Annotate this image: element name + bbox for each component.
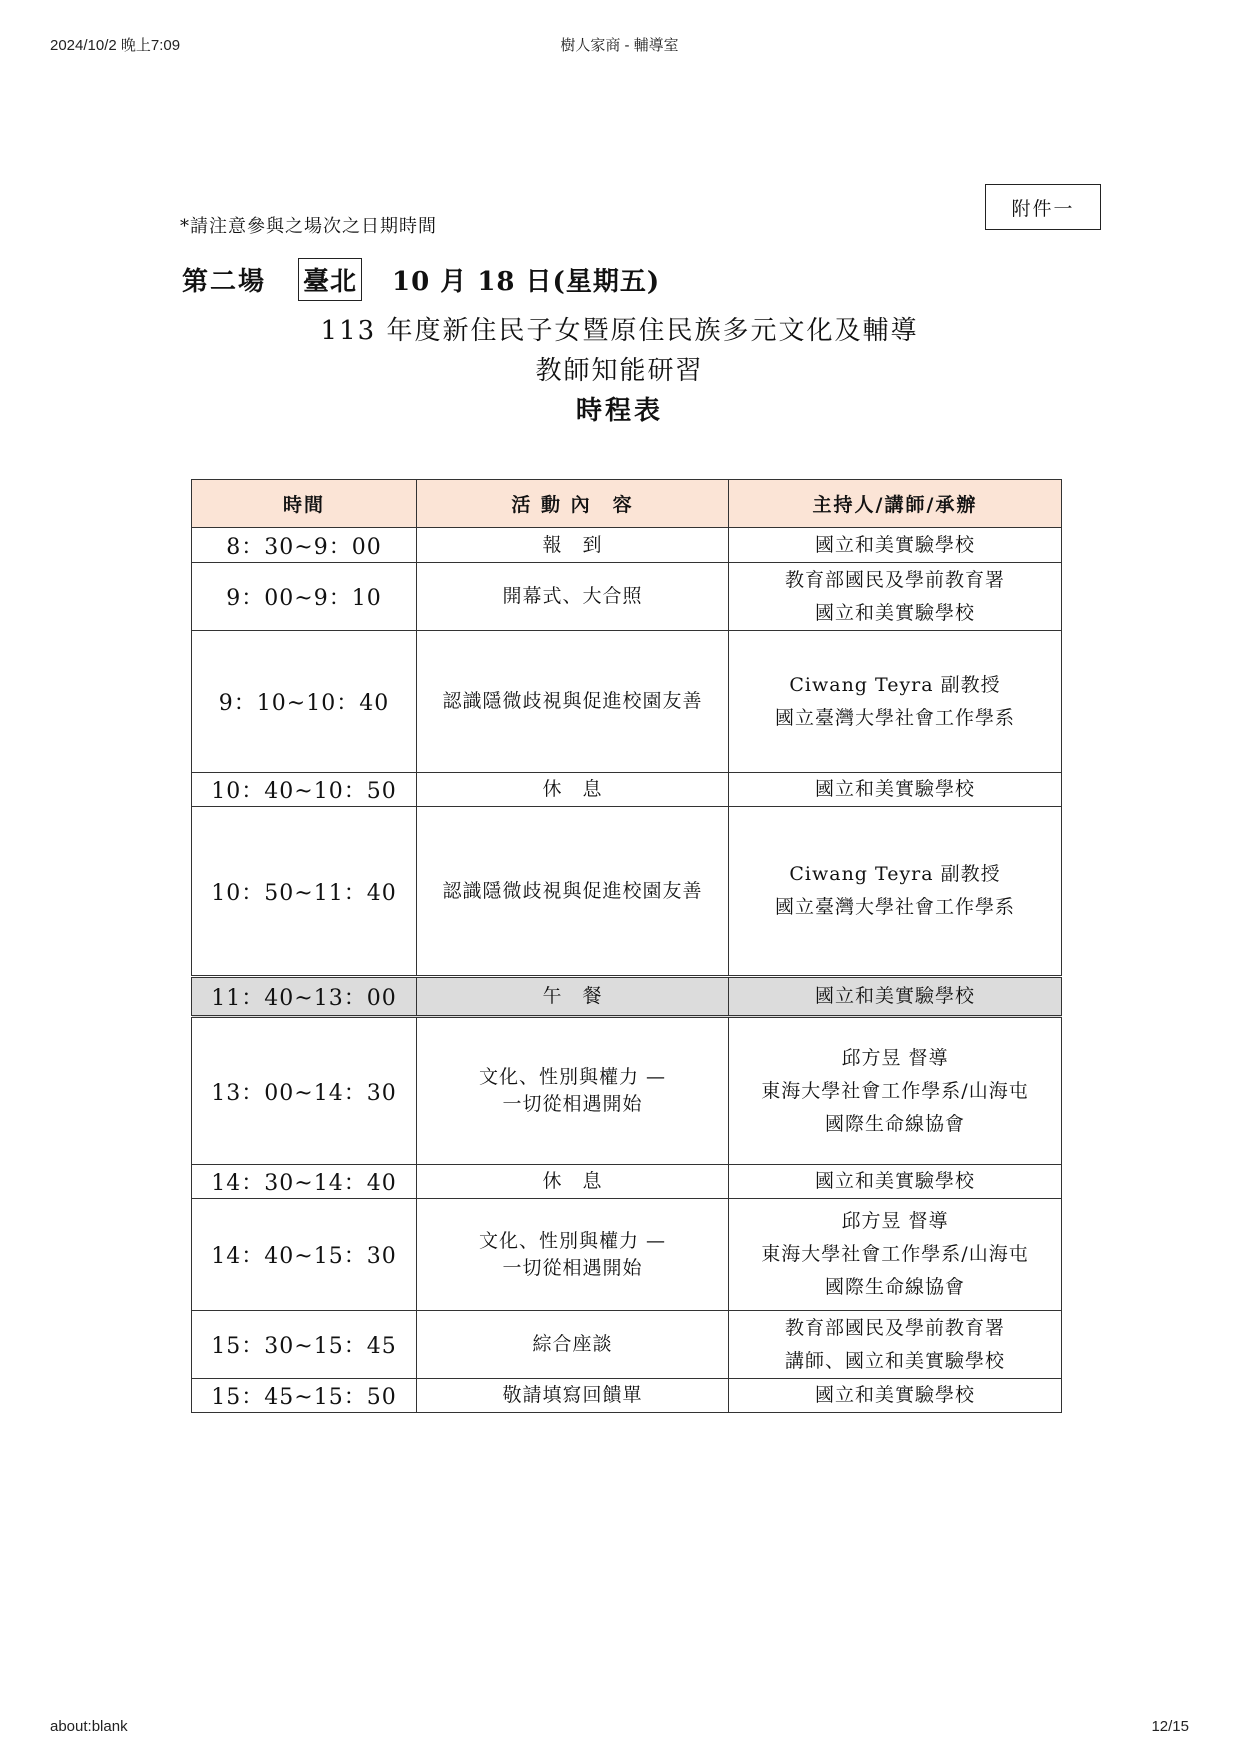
cell-time: 14：40~15：30 <box>192 1199 417 1311</box>
host-line: 邱方昱 督導 <box>841 1046 949 1069</box>
cell-time: 11：40~13：00 <box>192 977 417 1017</box>
host-line: Ciwang Teyra 副教授 <box>789 863 1001 885</box>
activity-line: 休 息 <box>542 778 603 800</box>
activity-line: 午 餐 <box>542 985 603 1007</box>
host-line: 國立臺灣大學社會工作學系 <box>774 896 1015 918</box>
cell-time: 10：40~10：50 <box>192 773 417 807</box>
activity-line: 休 息 <box>542 1170 603 1192</box>
cell-activity <box>417 1311 729 1379</box>
activity-line: 報 到 <box>542 533 603 556</box>
cell-host <box>729 1379 1062 1413</box>
print-header-title: 樹人家商 - 輔導室 <box>560 37 679 54</box>
host-line: 東海大學社會工作學系/山海屯 <box>761 1243 1029 1265</box>
session-label: 第二場 <box>182 267 267 297</box>
host-line: 國立和美實驗學校 <box>814 601 975 624</box>
schedule-body <box>192 528 1062 1413</box>
activity-line: 認識隱微歧視與促進校園友善 <box>442 879 703 902</box>
table-row <box>192 1017 1062 1165</box>
cell-host <box>729 1311 1062 1379</box>
table-row <box>192 1165 1062 1199</box>
host-line: 國際生命線協會 <box>824 1112 965 1135</box>
table-row <box>192 1379 1062 1413</box>
doc-title-line2: 教師知能研習 <box>535 356 704 386</box>
cell-time: 10：50~11：40 <box>192 807 417 977</box>
session-line <box>182 258 660 301</box>
host-line: 國立和美實驗學校 <box>814 533 975 556</box>
cell-host <box>729 528 1062 563</box>
table-row <box>192 528 1062 563</box>
cell-host <box>729 977 1062 1017</box>
host-line: 國立和美實驗學校 <box>814 778 975 800</box>
header-time: 時間 <box>192 480 417 528</box>
table-row <box>192 1199 1062 1311</box>
table-row <box>192 1311 1062 1379</box>
cell-activity <box>417 977 729 1017</box>
header-activity: 活 動 內 容 <box>417 480 729 528</box>
cell-activity <box>417 773 729 807</box>
attachment-label: 附件一 <box>985 184 1101 230</box>
cell-time: 9：00~9：10 <box>192 563 417 631</box>
date-notice: *請注意參與之場次之日期時間 <box>180 216 437 237</box>
host-line: Ciwang Teyra 副教授 <box>789 673 1001 696</box>
cell-host <box>729 1017 1062 1165</box>
table-row <box>192 773 1062 807</box>
cell-time: 13：00~14：30 <box>192 1017 417 1165</box>
cell-host <box>729 807 1062 977</box>
cell-host <box>729 631 1062 773</box>
session-city: 臺北 <box>298 258 362 301</box>
cell-host <box>729 773 1062 807</box>
cell-activity <box>417 1165 729 1199</box>
activity-line: 綜合座談 <box>532 1333 613 1355</box>
cell-activity <box>417 807 729 977</box>
host-line: 國際生命線協會 <box>824 1276 965 1298</box>
print-header-datetime: 2024/10/2 晚上7:09 <box>50 37 181 54</box>
host-line: 教育部國民及學前教育署 <box>784 1316 1005 1339</box>
cell-activity <box>417 1379 729 1413</box>
host-line: 教育部國民及學前教育署 <box>784 568 1005 591</box>
table-row <box>192 563 1062 631</box>
host-line: 講師、國立和美實驗學校 <box>784 1349 1005 1372</box>
activity-line: 開幕式、大合照 <box>502 585 643 607</box>
host-line: 東海大學社會工作學系/山海屯 <box>761 1079 1029 1102</box>
activity-line: 敬請填寫回饋單 <box>502 1384 643 1406</box>
cell-activity <box>417 1199 729 1311</box>
table-row <box>192 631 1062 773</box>
activity-line: 一切從相遇開始 <box>502 1256 643 1279</box>
activity-line: 認識隱微歧視與促進校園友善 <box>442 690 703 712</box>
cell-host <box>729 1165 1062 1199</box>
activity-line: 一切從相遇開始 <box>502 1093 643 1115</box>
schedule-table <box>191 479 1062 1413</box>
cell-activity <box>417 631 729 773</box>
cell-time: 9：10~10：40 <box>192 631 417 773</box>
doc-title-line3: 時程表 <box>575 396 663 426</box>
cell-activity <box>417 528 729 563</box>
cell-activity <box>417 563 729 631</box>
host-line: 國立和美實驗學校 <box>814 1170 975 1192</box>
cell-host <box>729 563 1062 631</box>
cell-time: 8：30~9：00 <box>192 528 417 563</box>
doc-title-line1: 113 年度新住民子女暨原住民族多元文化及輔導 <box>320 316 919 346</box>
activity-line: 文化、性別與權力 — <box>478 1229 667 1252</box>
host-line: 邱方昱 督導 <box>841 1210 949 1232</box>
activity-line: 文化、性別與權力 — <box>478 1066 667 1088</box>
host-line: 國立和美實驗學校 <box>814 1384 975 1406</box>
header-host: 主持人/講師/承辦 <box>729 480 1062 528</box>
table-header-row <box>192 480 1062 528</box>
cell-time: 14：30~14：40 <box>192 1165 417 1199</box>
cell-activity <box>417 1017 729 1165</box>
table-row <box>192 977 1062 1017</box>
table-row <box>192 807 1062 977</box>
host-line: 國立臺灣大學社會工作學系 <box>774 706 1015 729</box>
cell-time: 15：30~15：45 <box>192 1311 417 1379</box>
cell-time: 15：45~15：50 <box>192 1379 417 1413</box>
print-footer-url: about:blank <box>50 1718 128 1735</box>
session-date: 10 月 18 日(星期五) <box>392 267 661 297</box>
host-line: 國立和美實驗學校 <box>814 985 975 1007</box>
cell-host <box>729 1199 1062 1311</box>
print-footer-page: 12/15 <box>1151 1718 1189 1735</box>
